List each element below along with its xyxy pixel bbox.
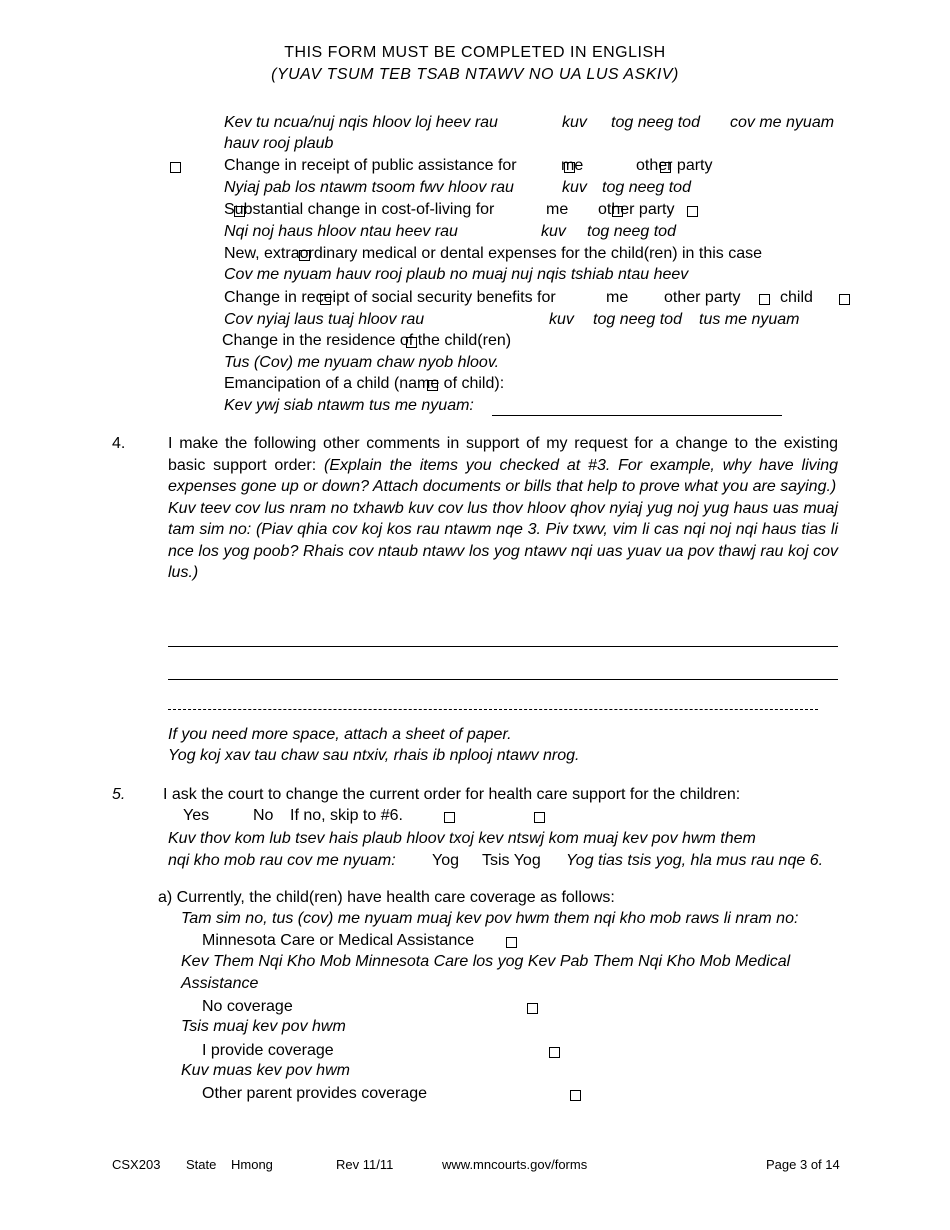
yes-label: Yes xyxy=(183,807,210,824)
residence-hmong: Tus (Cov) me nyuam chaw nyob hloov. xyxy=(224,354,500,371)
emancipation-label: Emancipation of a child (name of child): xyxy=(224,375,505,392)
section-4-text-en-italic: (Explain the items you checked at #3. For example, why have living expenses gone up or down? Attach documents or bills that help to prove what you are saying.) xyxy=(168,456,838,495)
footer-rev: Rev 11/11 xyxy=(336,1157,394,1172)
yog-label: Yog xyxy=(432,852,459,869)
cont-cov: cov me nyuam xyxy=(730,114,835,131)
form-header-english: THIS FORM MUST BE COMPLETED IN ENGLISH xyxy=(284,44,666,61)
public-assistance-kuv: kuv xyxy=(562,179,587,196)
section-5-text: I ask the court to change the current order for health care support for the children: xyxy=(163,786,741,803)
social-security-child-label: child xyxy=(780,289,813,306)
cont-text: Kev tu ncua/nuj nqis hloov loj heev rau xyxy=(224,114,498,131)
footer-page: Page 3 of 14 xyxy=(766,1157,840,1172)
emancipation-hmong: Kev ywj siab ntawm tus me nyuam: xyxy=(224,397,474,414)
cost-living-kuv: kuv xyxy=(541,223,566,240)
mncare-hmong-2: Assistance xyxy=(181,975,259,992)
mncare-hmong-1: Kev Them Nqi Kho Mob Minnesota Care los yog Kev Pab Them Nqi Kho Mob Medical xyxy=(181,953,791,970)
public-assistance-other-label: other party xyxy=(636,157,713,174)
tsis-yog-label: Tsis Yog xyxy=(482,852,541,869)
coverage-question: a) Currently, the child(ren) have health care coverage as follows: xyxy=(158,889,615,906)
residence-label: Change in the residence of the child(ren) xyxy=(222,332,512,349)
medical-label: New, extraordinary medical or dental expenses for the child(ren) in this case xyxy=(224,245,763,262)
cost-living-other-label: other party xyxy=(598,201,675,218)
no-label: No xyxy=(253,807,274,824)
section-5-hmong-2b: Yog tias tsis yog, hla mus rau nqe 6. xyxy=(566,852,824,869)
cost-living-label: Substantial change in cost-of-living for xyxy=(224,201,495,218)
checkbox-no[interactable] xyxy=(534,812,545,823)
public-assistance-tog: tog neeg tod xyxy=(602,179,691,196)
cont-tog: tog neeg tod xyxy=(611,114,700,131)
more-space-note-hmong: Yog koj xav tau chaw sau ntxiv, rhais ib nplooj ntawv nrog. xyxy=(168,747,580,764)
checkbox-i-provide[interactable] xyxy=(549,1047,560,1058)
footer-lang: Hmong xyxy=(231,1157,273,1172)
social-security-me-label: me xyxy=(606,289,629,306)
footer-url[interactable]: www.mncourts.gov/forms xyxy=(442,1157,588,1172)
comment-line-2[interactable] xyxy=(168,679,838,680)
checkbox-social-security-me[interactable] xyxy=(759,294,770,305)
child-name-field[interactable] xyxy=(492,415,782,416)
checkbox-public-assistance[interactable] xyxy=(170,162,181,173)
more-space-note: If you need more space, attach a sheet of paper. xyxy=(168,726,512,743)
form-header-hmong xyxy=(0,64,950,85)
i-provide-hmong: Kuv muas kev pov hwm xyxy=(181,1062,350,1079)
social-security-hmong: Cov nyiaj laus tuaj hloov rau xyxy=(224,311,425,328)
checkbox-social-security-other[interactable] xyxy=(839,294,850,305)
coverage-question-hmong: Tam sim no, tus (cov) me nyuam muaj kev pov hwm them nqi kho mob raws li nram no: xyxy=(181,910,799,927)
social-security-other-label: other party xyxy=(664,289,741,306)
section-5-hmong-1-text: Kuv thov kom lub tsev hais plaub hloov txoj kev ntswj kom muaj kev pov hwm them xyxy=(168,830,756,847)
section-4-text-en: I make the following other comments in support of my request for a change to the existing basic support order: xyxy=(168,435,838,474)
cost-living-me-label: me xyxy=(546,201,569,218)
cont-kuv: kuv xyxy=(562,114,587,131)
social-security-tog: tog neeg tod xyxy=(593,311,682,328)
social-security-tus: tus me nyuam xyxy=(699,311,800,328)
public-assistance-hmong: Nyiaj pab los ntawm tsoom fwv hloov rau xyxy=(224,179,514,196)
comment-line-1[interactable] xyxy=(168,646,838,647)
section-5-hmong-1 xyxy=(168,828,838,849)
cont-text-2: hauv rooj plaub xyxy=(224,135,334,152)
section-4-number: 4. xyxy=(112,435,126,452)
medical-hmong: Cov me nyuam hauv rooj plaub no muaj nuj nqis tshiab ntau heev xyxy=(224,266,689,283)
i-provide-label: I provide coverage xyxy=(202,1042,334,1059)
cost-living-tog: tog neeg tod xyxy=(587,223,676,240)
other-parent-label: Other parent provides coverage xyxy=(202,1085,428,1102)
comment-line-3[interactable] xyxy=(168,709,818,710)
mncare-label: Minnesota Care or Medical Assistance xyxy=(202,932,475,949)
cost-living-hmong: Nqi noj haus hloov ntau heev rau xyxy=(224,223,458,240)
footer-form-id: CSX203 xyxy=(112,1157,161,1172)
checkbox-mncare[interactable] xyxy=(506,937,517,948)
checkbox-no-coverage[interactable] xyxy=(527,1003,538,1014)
checkbox-cost-living-other[interactable] xyxy=(687,206,698,217)
section-5-hmong-2a: nqi kho mob rau cov me nyuam: xyxy=(168,852,396,869)
public-assistance-label: Change in receipt of public assistance for xyxy=(224,157,517,174)
form-header-hmong-text: (YUAV TSUM TEB TSAB NTAWV NO UA LUS ASKIV) xyxy=(271,66,679,83)
footer-state: State xyxy=(186,1157,217,1172)
no-coverage-hmong: Tsis muaj kev pov hwm xyxy=(181,1018,346,1035)
section-4-text xyxy=(168,433,838,584)
public-assistance-me-label: me xyxy=(561,157,584,174)
checkbox-yes[interactable] xyxy=(444,812,455,823)
no-coverage-label: No coverage xyxy=(202,998,293,1015)
social-security-label: Change in receipt of social security benefits for xyxy=(224,289,556,306)
section-5-number: 5. xyxy=(112,786,126,803)
checkbox-other-parent[interactable] xyxy=(570,1090,581,1101)
section-4-text-hmong: Kuv teev cov lus nram no txhawb kuv cov lus thov hloov qhov nyiaj yug noj yug haus uas muaj tam sim no: (Piav qhia cov koj kos rau ntawm nqe 3. Piv txwv, vim li cas nqi noj nqi haus tias li nce los yog poob? Rhais cov ntaub ntawv los yog ntawv nqi uas yuav ua pov thawj rau koj cov lus.) xyxy=(168,499,838,581)
skip-note: If no, skip to #6. xyxy=(290,807,403,824)
social-security-kuv: kuv xyxy=(549,311,574,328)
